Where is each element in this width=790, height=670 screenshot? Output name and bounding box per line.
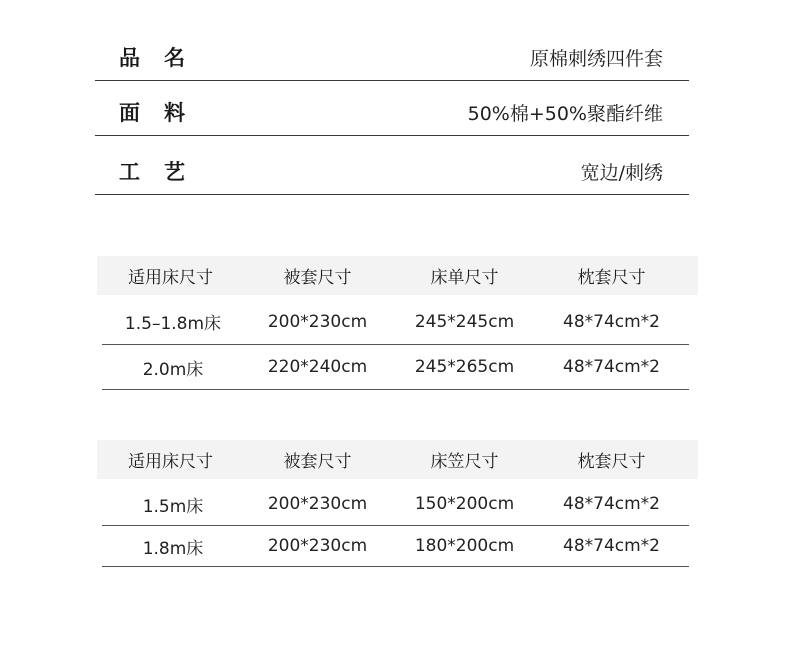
table-row bbox=[102, 295, 689, 345]
spec-label: 工艺 bbox=[119, 160, 209, 184]
product-spec-list bbox=[95, 40, 689, 195]
header-cell: 适用床尺寸 bbox=[128, 268, 213, 288]
spec-row-name bbox=[95, 40, 689, 81]
size-table-sheet bbox=[97, 256, 698, 390]
spec-value: 宽边/刺绣 bbox=[580, 162, 663, 184]
table-header bbox=[97, 256, 698, 295]
spec-label: 面料 bbox=[119, 101, 209, 125]
header-cell: 被套尺寸 bbox=[283, 268, 352, 288]
header-cell: 适用床尺寸 bbox=[128, 452, 213, 472]
table-cell: 245*245cm bbox=[414, 311, 515, 332]
spec-value: 原棉刺绣四件套 bbox=[529, 48, 663, 70]
table-cell: 2.0m床 bbox=[142, 359, 204, 380]
table-cell: 245*265cm bbox=[414, 357, 515, 377]
table-cell: 48*74cm*2 bbox=[563, 357, 660, 377]
header-cell: 枕套尺寸 bbox=[577, 452, 646, 472]
table-cell: 48*74cm*2 bbox=[563, 494, 660, 514]
table-cell: 200*230cm bbox=[267, 311, 368, 332]
table-header bbox=[97, 440, 698, 479]
table-row bbox=[102, 345, 689, 390]
table-cell: 1.5m床 bbox=[142, 496, 204, 517]
header-cell: 被套尺寸 bbox=[283, 452, 352, 472]
header-cell: 枕套尺寸 bbox=[577, 268, 646, 288]
spec-value: 50%棉+50%聚酯纤维 bbox=[467, 103, 663, 125]
spec-row-fabric bbox=[95, 81, 689, 136]
spec-row-craft bbox=[95, 136, 689, 195]
table-cell: 48*74cm*2 bbox=[563, 536, 660, 556]
table-row bbox=[102, 479, 689, 526]
table-row bbox=[102, 526, 689, 567]
header-cell: 床单尺寸 bbox=[430, 268, 499, 288]
table-cell: 150*200cm bbox=[414, 494, 515, 514]
table-cell: 1.8m床 bbox=[142, 538, 204, 559]
size-table-fitted bbox=[97, 440, 698, 567]
header-cell: 床笠尺寸 bbox=[430, 452, 499, 472]
table-cell: 200*230cm bbox=[267, 494, 368, 514]
table-cell: 180*200cm bbox=[414, 536, 515, 556]
table-cell: 1.5–1.8m床 bbox=[124, 314, 222, 334]
table-cell: 220*240cm bbox=[267, 357, 368, 377]
spec-label: 品名 bbox=[119, 46, 209, 70]
table-cell: 48*74cm*2 bbox=[563, 311, 660, 332]
table-cell: 200*230cm bbox=[267, 536, 368, 556]
